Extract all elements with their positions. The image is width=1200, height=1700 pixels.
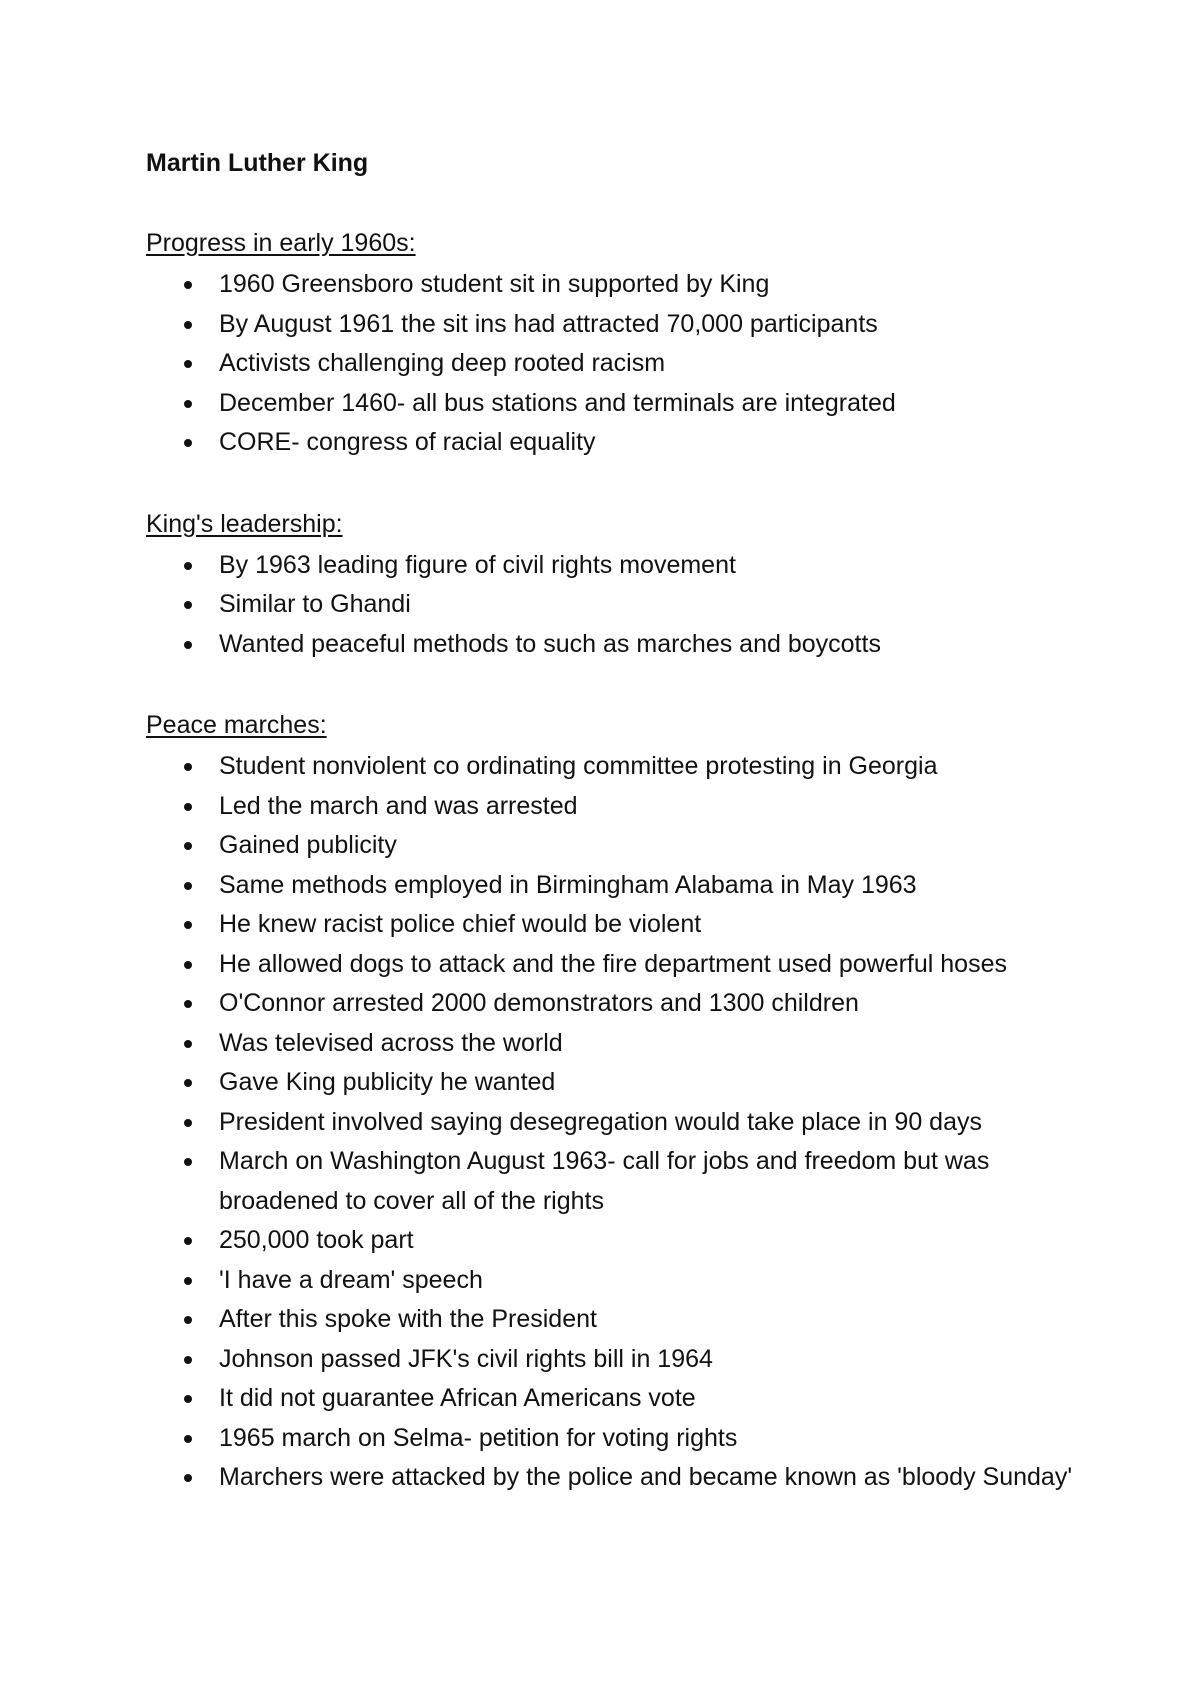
list-item-text: Similar to Ghandi <box>219 590 411 618</box>
bullet-icon <box>184 281 192 289</box>
bullet-icon <box>184 1237 192 1245</box>
list-item-text: 1960 Greensboro student sit in supported by King <box>219 270 770 298</box>
list-item-text: Activists challenging deep rooted racism <box>219 349 666 377</box>
bullet-icon <box>184 1119 192 1127</box>
list-item <box>146 866 1106 906</box>
bullet-icon <box>184 882 192 890</box>
list-item <box>146 585 1106 625</box>
list-item <box>146 1142 1106 1221</box>
list-item <box>146 344 1106 384</box>
list-item <box>146 984 1106 1024</box>
list-item-text: 250,000 took part <box>219 1226 414 1254</box>
list-item-text: O'Connor arrested 2000 demonstrators and 1300 children <box>219 989 859 1017</box>
list-item <box>146 625 1106 665</box>
bullet-icon <box>184 961 192 969</box>
bullet-icon <box>184 360 192 368</box>
bullet-icon <box>184 1435 192 1443</box>
list-item-text: Same methods employed in Birmingham Alabama in May 1963 <box>219 870 917 899</box>
list-item-text: He knew racist police chief would be violent <box>219 910 702 938</box>
list-item <box>146 747 1106 787</box>
document-title: Martin Luther King <box>146 149 369 177</box>
list-item <box>146 1103 1106 1143</box>
bullet-icon <box>184 439 192 447</box>
bullet-icon <box>184 1040 192 1048</box>
bullet-icon <box>184 1474 192 1482</box>
bullet-icon <box>184 1079 192 1087</box>
list-item-text: Wanted peaceful methods to such as marches and boycotts <box>219 629 881 658</box>
list-item-text: March on Washington August 1963- call for jobs and freedom but was broadened to cover all of the rights <box>219 1147 990 1215</box>
list-item-text: It did not guarantee African Americans vote <box>219 1384 696 1412</box>
list-item-text: 'I have a dream' speech <box>219 1265 483 1294</box>
section <box>146 506 1106 665</box>
bullet-icon <box>184 1356 192 1364</box>
bullet-icon <box>184 763 192 771</box>
list-item-text: Was televised across the world <box>219 1028 563 1057</box>
list-item <box>146 1300 1106 1340</box>
bullet-list <box>146 546 1106 665</box>
list-item-text: President involved saying desegregation would take place in 90 days <box>219 1107 982 1136</box>
section-heading: Peace marches: <box>146 711 327 739</box>
section-heading: Progress in early 1960s: <box>146 229 416 257</box>
list-item-text: By August 1961 the sit ins had attracted 70,000 participants <box>219 309 878 338</box>
bullet-icon <box>184 921 192 929</box>
list-item-text: Marchers were attacked by the police and became known as 'bloody Sunday' <box>219 1463 1073 1491</box>
list-item <box>146 305 1106 345</box>
bullet-icon <box>184 1000 192 1008</box>
bullet-icon <box>184 803 192 811</box>
document-body <box>146 145 1106 1541</box>
list-item-text: Gave King publicity he wanted <box>219 1068 556 1096</box>
list-item-text: Gained publicity <box>219 831 397 859</box>
list-item <box>146 826 1106 866</box>
bullet-icon <box>184 1316 192 1324</box>
section <box>146 225 1106 463</box>
bullet-icon <box>184 1277 192 1285</box>
list-item <box>146 1458 1106 1498</box>
bullet-icon <box>184 601 192 609</box>
list-item <box>146 1419 1106 1459</box>
section-heading: King's leadership: <box>146 509 343 538</box>
bullet-icon <box>184 400 192 408</box>
bullet-icon <box>184 641 192 649</box>
bullet-icon <box>184 321 192 329</box>
list-item <box>146 265 1106 305</box>
list-item <box>146 546 1106 586</box>
list-item <box>146 945 1106 985</box>
list-item <box>146 787 1106 827</box>
bullet-icon <box>184 1158 192 1166</box>
list-item-text: By 1963 leading figure of civil rights movement <box>219 550 736 579</box>
bullet-icon <box>184 842 192 850</box>
bullet-list <box>146 265 1106 463</box>
list-item <box>146 1340 1106 1380</box>
list-item-text: Johnson passed JFK's civil rights bill in 1964 <box>219 1344 713 1373</box>
list-item-text: He allowed dogs to attack and the fire department used powerful hoses <box>219 949 1007 978</box>
list-item <box>146 1221 1106 1261</box>
list-item <box>146 1379 1106 1419</box>
list-item <box>146 905 1106 945</box>
bullet-icon <box>184 562 192 570</box>
list-item <box>146 384 1106 424</box>
list-item <box>146 423 1106 463</box>
section <box>146 707 1106 1498</box>
list-item-text: CORE- congress of racial equality <box>219 428 596 456</box>
list-item-text: After this spoke with the President <box>219 1305 597 1333</box>
list-item-text: 1965 march on Selma- petition for voting rights <box>219 1423 738 1452</box>
list-item-text: December 1460- all bus stations and terminals are integrated <box>219 388 896 417</box>
list-item-text: Student nonviolent co ordinating committee protesting in Georgia <box>219 752 938 780</box>
list-item-text: Led the march and was arrested <box>219 791 578 820</box>
bullet-list <box>146 747 1106 1498</box>
sections-container <box>146 225 1106 1498</box>
list-item <box>146 1261 1106 1301</box>
list-item <box>146 1063 1106 1103</box>
bullet-icon <box>184 1395 192 1403</box>
list-item <box>146 1024 1106 1064</box>
